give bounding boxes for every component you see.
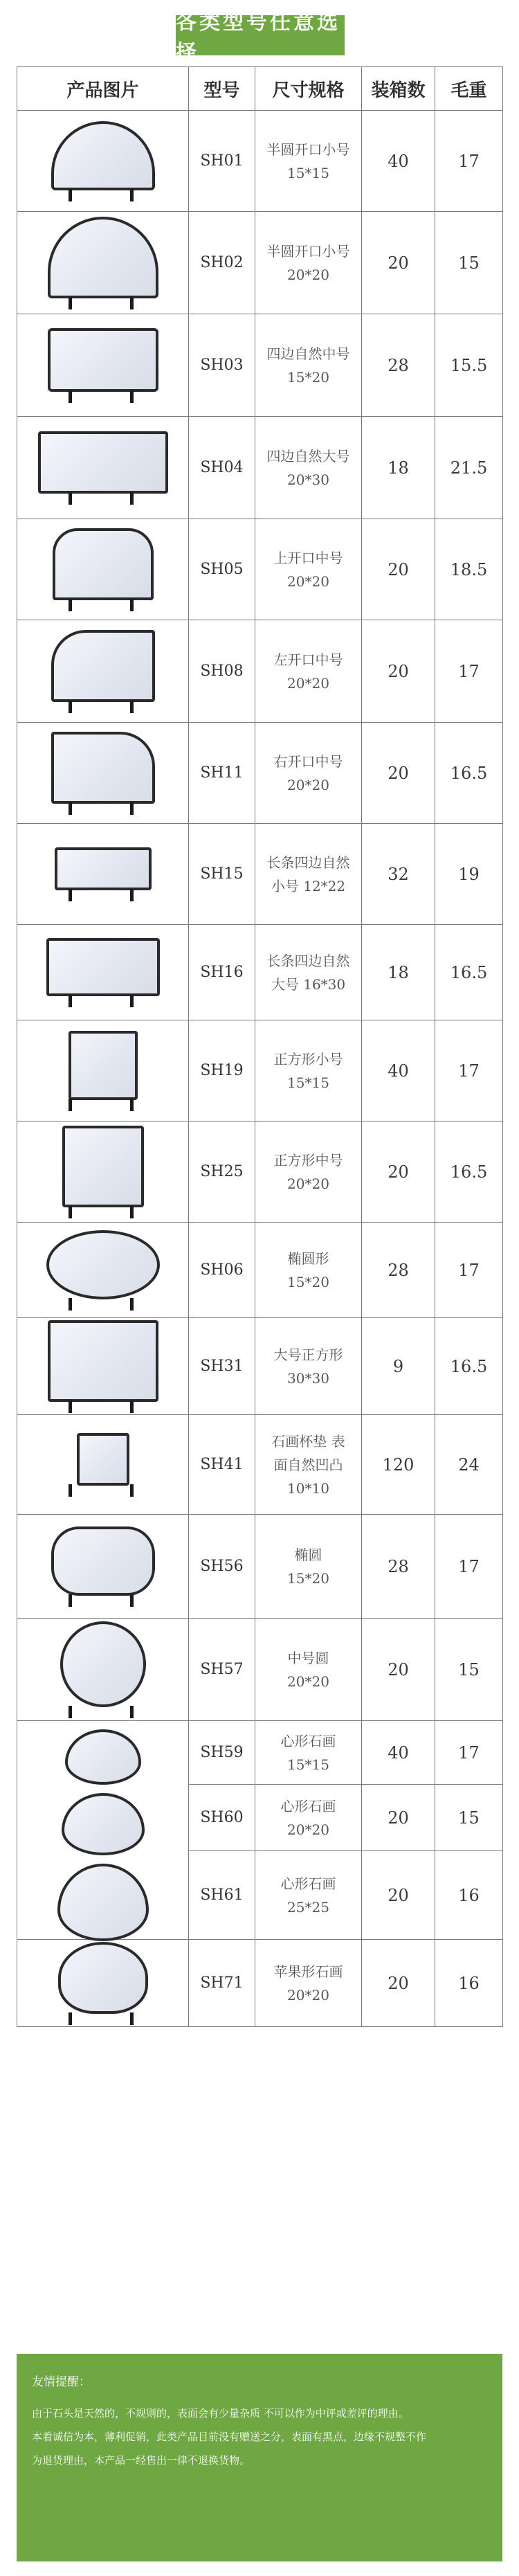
slate-plate bbox=[51, 732, 155, 804]
slate-plate bbox=[53, 528, 154, 600]
model-cell: SH15 bbox=[189, 824, 255, 925]
qty-cell: 20 bbox=[362, 1940, 435, 2027]
spec-line: 面自然凹凸 bbox=[273, 1456, 343, 1473]
table-row bbox=[17, 212, 503, 314]
product-image-cell bbox=[17, 1721, 189, 1940]
spec-line: 15*15 bbox=[287, 164, 329, 181]
product-image-cell bbox=[17, 1515, 189, 1619]
model-cell: SH02 bbox=[189, 212, 255, 314]
spec-line: 椭圆 bbox=[294, 1546, 322, 1563]
spec-line: 石画杯垫 表 bbox=[271, 1432, 345, 1450]
footer-line: 由于石头是天然的，不规则的，表面会有少量杂质 不可以作为中评或差评的理由。 bbox=[32, 2407, 409, 2420]
spec-cell bbox=[255, 212, 362, 314]
table-row bbox=[17, 1223, 503, 1318]
table-row bbox=[17, 824, 503, 925]
spec-cell bbox=[255, 111, 362, 212]
stand-leg bbox=[69, 1099, 72, 1111]
spec-cell bbox=[255, 417, 362, 519]
table-row bbox=[17, 1721, 503, 1785]
slate-plate bbox=[58, 1942, 148, 2014]
slate-plate bbox=[77, 1433, 129, 1486]
qty-cell: 20 bbox=[362, 723, 435, 824]
product-image-cell bbox=[17, 1020, 189, 1122]
header-model: 型号 bbox=[189, 67, 255, 111]
table-row bbox=[17, 417, 503, 519]
weight-cell: 15 bbox=[435, 212, 503, 314]
footer-line: 本着诚信为本，薄利促销，此类产品目前没有赠送之分，表面有黑点，边缘不规整不作 bbox=[32, 2431, 427, 2443]
model-cell: SH56 bbox=[189, 1515, 255, 1619]
weight-cell: 17 bbox=[435, 1515, 503, 1619]
model-cell: SH11 bbox=[189, 723, 255, 824]
spec-line: 15*15 bbox=[287, 1756, 329, 1773]
weight-cell: 24 bbox=[435, 1415, 503, 1515]
spec-cell bbox=[255, 723, 362, 824]
table-row bbox=[17, 925, 503, 1020]
weight-cell: 18.5 bbox=[435, 519, 503, 620]
spec-line: 15*20 bbox=[287, 1273, 329, 1290]
spec-cell bbox=[255, 1223, 362, 1318]
model-cell: SH19 bbox=[189, 1020, 255, 1122]
product-image-cell bbox=[17, 1318, 189, 1415]
stand-leg bbox=[130, 297, 134, 309]
stand-leg bbox=[69, 1594, 72, 1607]
table-row bbox=[17, 1020, 503, 1122]
qty-cell: 40 bbox=[362, 1020, 435, 1122]
weight-cell: 16.5 bbox=[435, 723, 503, 824]
qty-cell: 20 bbox=[362, 1619, 435, 1721]
stand-leg bbox=[130, 189, 134, 201]
spec-line: 中号圆 bbox=[287, 1649, 329, 1666]
spec-cell bbox=[255, 1721, 362, 1785]
stand-leg bbox=[130, 889, 134, 901]
stand-leg bbox=[69, 189, 72, 201]
table-row bbox=[17, 1318, 503, 1415]
spec-line: 心形石画 bbox=[280, 1797, 336, 1814]
stand-leg bbox=[69, 1706, 72, 1718]
model-cell: SH25 bbox=[189, 1122, 255, 1223]
qty-cell: 18 bbox=[362, 417, 435, 519]
table-row bbox=[17, 1122, 503, 1223]
model-cell: SH57 bbox=[189, 1619, 255, 1721]
qty-cell: 32 bbox=[362, 824, 435, 925]
model-cell: SH61 bbox=[189, 1851, 255, 1940]
stand-leg bbox=[69, 1484, 72, 1497]
spec-cell bbox=[255, 1619, 362, 1721]
spec-line: 苹果形石画 bbox=[273, 1963, 343, 1980]
product-image-cell bbox=[17, 417, 189, 519]
stand-leg bbox=[69, 1400, 72, 1413]
spec-cell bbox=[255, 1415, 362, 1515]
weight-cell: 16 bbox=[435, 1940, 503, 2027]
spec-line: 半圆开口小号 bbox=[266, 242, 350, 260]
table-row bbox=[17, 1940, 503, 2027]
stand-leg bbox=[69, 297, 72, 309]
spec-line: 长条四边自然 bbox=[266, 952, 350, 969]
model-cell: SH59 bbox=[189, 1721, 255, 1785]
model-cell: SH08 bbox=[189, 620, 255, 723]
slate-plate bbox=[69, 1031, 138, 1100]
spec-line: 20*20 bbox=[287, 1673, 329, 1690]
weight-cell: 16.5 bbox=[435, 1122, 503, 1223]
weight-cell: 16.5 bbox=[435, 925, 503, 1020]
stand-leg bbox=[69, 1206, 72, 1218]
header-product-image: 产品图片 bbox=[17, 67, 189, 111]
stand-leg bbox=[130, 1594, 134, 1607]
stand-leg bbox=[69, 1298, 72, 1310]
spec-line: 20*20 bbox=[287, 674, 329, 692]
spec-line: 15*20 bbox=[287, 1569, 329, 1587]
spec-line: 四边自然大号 bbox=[266, 447, 350, 465]
slate-plate bbox=[48, 217, 158, 298]
stand-leg bbox=[130, 2012, 134, 2025]
slate-plate bbox=[51, 121, 155, 190]
table-row bbox=[17, 723, 503, 824]
model-cell: SH60 bbox=[189, 1785, 255, 1851]
slate-plate bbox=[48, 328, 158, 392]
model-cell: SH16 bbox=[189, 925, 255, 1020]
table-row bbox=[17, 519, 503, 620]
spec-line: 椭圆形 bbox=[287, 1250, 329, 1267]
stand-leg bbox=[69, 802, 72, 815]
stand-leg bbox=[130, 1400, 134, 1413]
stand-leg bbox=[69, 701, 72, 713]
slate-plate bbox=[51, 630, 155, 702]
qty-cell: 20 bbox=[362, 620, 435, 723]
header-size-spec: 尺寸规格 bbox=[255, 67, 362, 111]
spec-cell bbox=[255, 1122, 362, 1223]
product-image-cell bbox=[17, 1223, 189, 1318]
spec-line: 25*25 bbox=[287, 1898, 329, 1916]
footer-title: 友情提醒： bbox=[32, 2375, 91, 2389]
heart-plate bbox=[65, 1729, 141, 1785]
model-cell: SH03 bbox=[189, 314, 255, 417]
product-image-cell bbox=[17, 620, 189, 723]
spec-cell bbox=[255, 1318, 362, 1415]
stand-leg bbox=[130, 599, 134, 611]
product-image-cell bbox=[17, 925, 189, 1020]
product-image-cell bbox=[17, 314, 189, 417]
spec-cell bbox=[255, 314, 362, 417]
spec-line: 左开口中号 bbox=[273, 651, 343, 668]
stand-leg bbox=[130, 1706, 134, 1718]
model-cell: SH04 bbox=[189, 417, 255, 519]
model-cell: SH41 bbox=[189, 1415, 255, 1515]
weight-cell: 17 bbox=[435, 1223, 503, 1318]
table-row bbox=[17, 620, 503, 723]
qty-cell: 20 bbox=[362, 1122, 435, 1223]
table-row bbox=[17, 314, 503, 417]
weight-cell: 19 bbox=[435, 824, 503, 925]
header-gross-weight: 毛重 bbox=[435, 67, 503, 111]
stand-leg bbox=[69, 599, 72, 611]
weight-cell: 17 bbox=[435, 620, 503, 723]
spec-cell bbox=[255, 1851, 362, 1940]
slate-plate bbox=[55, 847, 152, 890]
slate-plate bbox=[38, 431, 168, 494]
table-row bbox=[17, 1619, 503, 1721]
product-image-cell bbox=[17, 1940, 189, 2027]
weight-cell: 17 bbox=[435, 1020, 503, 1122]
spec-line: 半圆开口小号 bbox=[266, 141, 350, 158]
spec-line: 正方形小号 bbox=[273, 1050, 343, 1068]
stand-leg bbox=[130, 1484, 134, 1497]
product-image-cell bbox=[17, 1122, 189, 1223]
weight-cell: 16 bbox=[435, 1851, 503, 1940]
stand-leg bbox=[130, 1206, 134, 1218]
model-cell: SH01 bbox=[189, 111, 255, 212]
qty-cell: 28 bbox=[362, 1515, 435, 1619]
qty-cell: 28 bbox=[362, 1223, 435, 1318]
spec-line: 20*20 bbox=[287, 1175, 329, 1192]
table-row bbox=[17, 111, 503, 212]
stand-leg bbox=[130, 492, 134, 505]
qty-cell: 9 bbox=[362, 1318, 435, 1415]
spec-cell bbox=[255, 620, 362, 723]
spec-line: 10*10 bbox=[287, 1479, 329, 1497]
model-cell: SH06 bbox=[189, 1223, 255, 1318]
product-image-cell bbox=[17, 212, 189, 314]
model-cell: SH05 bbox=[189, 519, 255, 620]
weight-cell: 15 bbox=[435, 1785, 503, 1851]
table-row bbox=[17, 1515, 503, 1619]
qty-cell: 20 bbox=[362, 1785, 435, 1851]
spec-line: 小号 12*22 bbox=[271, 877, 346, 894]
header-carton-qty: 装箱数 bbox=[362, 67, 435, 111]
spec-cell bbox=[255, 519, 362, 620]
heart-plate bbox=[62, 1793, 145, 1855]
spec-line: 右开口中号 bbox=[273, 753, 343, 770]
slate-plate bbox=[46, 938, 160, 996]
stand-leg bbox=[130, 390, 134, 403]
weight-cell: 17 bbox=[435, 1721, 503, 1785]
product-image-cell bbox=[17, 1415, 189, 1515]
spec-cell bbox=[255, 1940, 362, 2027]
stand-leg bbox=[69, 2012, 72, 2025]
spec-line: 20*30 bbox=[287, 471, 329, 488]
heart-plate bbox=[57, 1864, 149, 1941]
stand-leg bbox=[69, 492, 72, 505]
spec-line: 长条四边自然 bbox=[266, 854, 350, 871]
spec-line: 20*20 bbox=[287, 1821, 329, 1838]
qty-cell: 18 bbox=[362, 925, 435, 1020]
spec-line: 20*20 bbox=[287, 1986, 329, 2003]
weight-cell: 15.5 bbox=[435, 314, 503, 417]
slate-plate bbox=[51, 1526, 155, 1596]
spec-line: 大号 16*30 bbox=[271, 975, 346, 993]
model-cell: SH71 bbox=[189, 1940, 255, 2027]
stand-leg bbox=[69, 889, 72, 901]
stand-leg bbox=[130, 701, 134, 713]
spec-cell bbox=[255, 1020, 362, 1122]
slate-plate bbox=[60, 1621, 146, 1707]
spec-line: 15*15 bbox=[287, 1074, 329, 1091]
product-image-cell bbox=[17, 111, 189, 212]
spec-cell bbox=[255, 925, 362, 1020]
qty-cell: 20 bbox=[362, 212, 435, 314]
product-table bbox=[17, 66, 503, 2027]
page-title: 各类型号任意选择 bbox=[176, 15, 345, 55]
qty-cell: 28 bbox=[362, 314, 435, 417]
slate-plate bbox=[62, 1126, 144, 1207]
spec-line: 大号正方形 bbox=[273, 1346, 343, 1363]
stand-leg bbox=[69, 995, 72, 1007]
stand-leg bbox=[69, 390, 72, 403]
table-header-row bbox=[17, 67, 503, 111]
spec-cell bbox=[255, 1515, 362, 1619]
product-image-cell bbox=[17, 519, 189, 620]
qty-cell: 40 bbox=[362, 111, 435, 212]
weight-cell: 15 bbox=[435, 1619, 503, 1721]
spec-line: 心形石画 bbox=[280, 1732, 336, 1749]
spec-cell bbox=[255, 1785, 362, 1851]
product-image-cell bbox=[17, 824, 189, 925]
spec-line: 20*20 bbox=[287, 266, 329, 283]
slate-plate bbox=[48, 1320, 158, 1402]
footer-notice bbox=[17, 2354, 502, 2561]
qty-cell: 40 bbox=[362, 1721, 435, 1785]
spec-line: 正方形中号 bbox=[273, 1151, 343, 1169]
product-image-cell bbox=[17, 1619, 189, 1721]
stand-leg bbox=[130, 1099, 134, 1111]
spec-line: 20*20 bbox=[287, 776, 329, 793]
spec-line: 15*20 bbox=[287, 368, 329, 386]
qty-cell: 20 bbox=[362, 1851, 435, 1940]
slate-plate bbox=[46, 1230, 160, 1299]
spec-line: 20*20 bbox=[287, 573, 329, 590]
weight-cell: 16.5 bbox=[435, 1318, 503, 1415]
spec-cell bbox=[255, 824, 362, 925]
spec-line: 30*30 bbox=[287, 1369, 329, 1387]
spec-line: 四边自然中号 bbox=[266, 345, 350, 362]
table-row bbox=[17, 1415, 503, 1515]
stand-leg bbox=[130, 802, 134, 815]
spec-line: 上开口中号 bbox=[273, 549, 343, 566]
qty-cell: 120 bbox=[362, 1415, 435, 1515]
qty-cell: 20 bbox=[362, 519, 435, 620]
spec-line: 心形石画 bbox=[280, 1875, 336, 1892]
weight-cell: 21.5 bbox=[435, 417, 503, 519]
footer-line: 为退货理由，本产品一经售出一律不退换货物。 bbox=[32, 2454, 251, 2467]
product-image-cell bbox=[17, 723, 189, 824]
weight-cell: 17 bbox=[435, 111, 503, 212]
stand-leg bbox=[130, 995, 134, 1007]
stand-leg bbox=[130, 1298, 134, 1310]
model-cell: SH31 bbox=[189, 1318, 255, 1415]
